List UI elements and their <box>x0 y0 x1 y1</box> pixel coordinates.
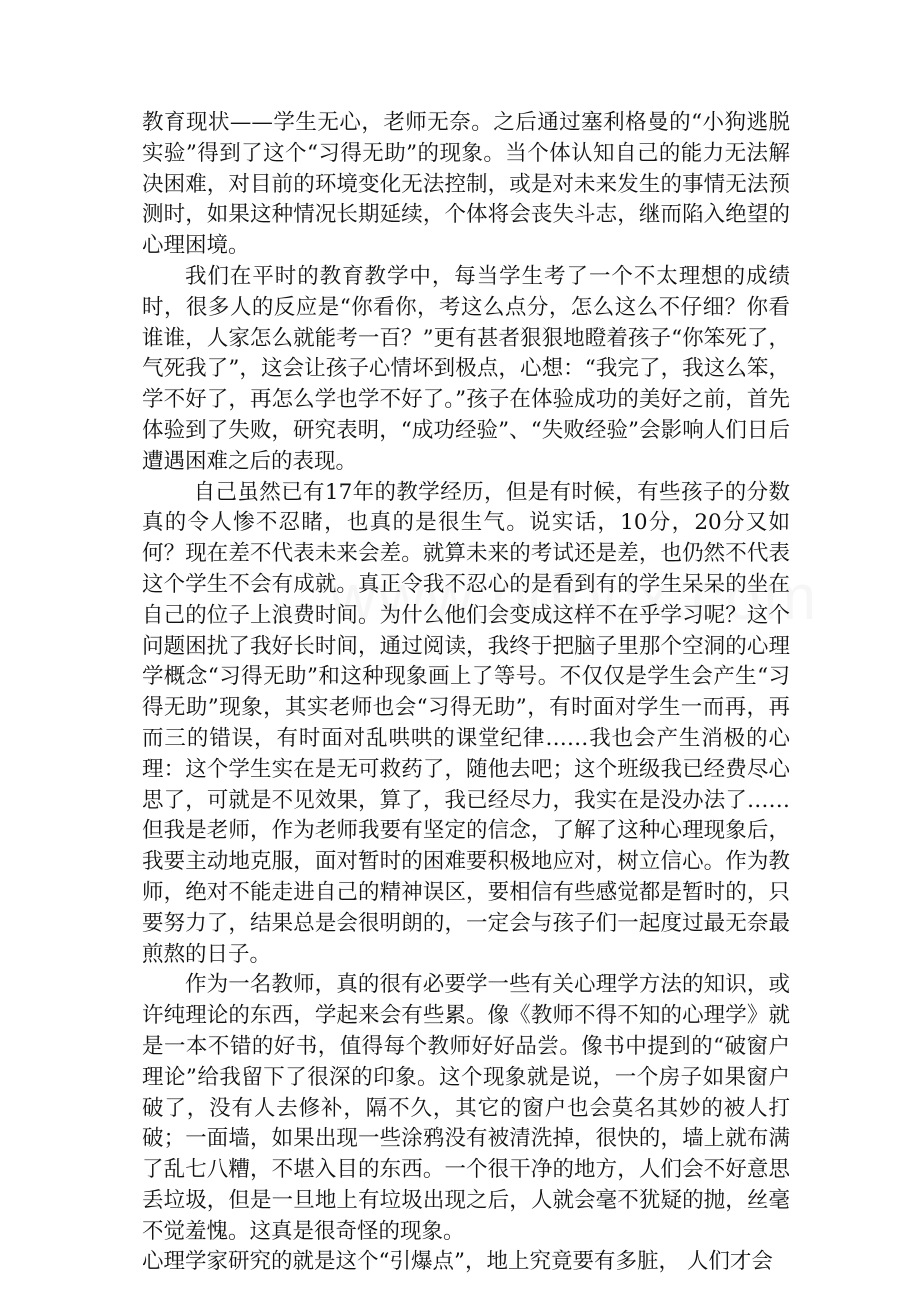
paragraph-5: 心理学家研究的就是这个“引爆点”，地上究竟要有多脏， 人们才会 <box>142 1249 773 1275</box>
paragraph-2: 我们在平时的教育教学中，每当学生考了一个不太理想的成绩时，很多人的反应是“你看你，考这么点分，怎么这么不仔细？你看谁谁，人家怎么就能考一百？”更有甚者狠狠地瞪着孩子“你笨死了，气死我了”，这会让孩子心情坏到极点，心想：“我完了，我这么笨，学不好了，再怎么学也学不好了。”孩子在体验成功的美好之前，首先体验到了失败，研究表明，“成功经验”、“失败经验”会影响人们日后遭遇困难之后的表现。 <box>142 263 790 474</box>
article-body <box>142 108 790 1278</box>
paragraph-1: 教育现状——学生无心，老师无奈。之后通过塞利格曼的“小狗逃脱实验”得到了这个“习得无助”的现象。当个体认知自己的能力无法解决困难，对目前的环境变化无法控制，或是对未来发生的事情无法预测时，如果这种情况长期延续，个体将会丧失斗志，继而陷入绝望的心理困境。 <box>142 110 790 259</box>
paragraph-4: 作为一名教师，真的很有必要学一些有关心理学方法的知识，或许纯理论的东西，学起来会有些累。像《教师不得不知的心理学》就是一本不错的好书，值得每个教师好好品尝。像书中提到的“破窗户理论”给我留下了很深的印象。这个现象就是说，一个房子如果窗户破了，没有人去修补，隔不久，其它的窗户也会莫名其妙的被人打破；一面墙，如果出现一些涂鸦没有被清洗掉，很快的，墙上就布满了乱七八糟，不堪入目的东西。一个很干净的地方，人们会不好意思丢垃圾，但是一旦地上有垃圾出现之后，人就会毫不犹疑的抛，丝毫不觉羞愧。这真是很奇怪的现象。 <box>142 972 790 1244</box>
paragraph-3: 自己虽然已有17年的教学经历，但是有时候，有些孩子的分数真的令人惨不忍睹，也真的是很生气。说实话，10分，20分又如何？现在差不代表未来会差。就算未来的考试还是差，也仍然不代表这个学生不会有成就。真正令我不忍心的是看到有的学生呆呆的坐在自己的位子上浪费时间。为什么他们会变成这样不在乎学习呢？这个问题困扰了我好长时间，通过阅读，我终于把脑子里那个空洞的心理学概念“习得无助”和这种现象画上了等号。不仅仅是学生会产生“习得无助”现象，其实老师也会“习得无助”，有时面对学生一而再，再而三的错误，有时面对乱哄哄的课堂纪律……我也会产生消极的心理：这个学生实在是无可救药了，随他去吧；这个班级我已经费尽心思了，可就是不见效果，算了，我已经尽力，我实在是没办法了……但我是老师，作为老师我要有坚定的信念，了解了这种心理现象后，我要主动地克服，面对暂时的困难要积极地应对，树立信心。作为教师，绝对不能走进自己的精神误区，要相信有些感觉都是暂时的，只要努力了，结果总是会很明朗的，一定会与孩子们一起度过最无奈最煎熬的日子。 <box>142 479 790 967</box>
